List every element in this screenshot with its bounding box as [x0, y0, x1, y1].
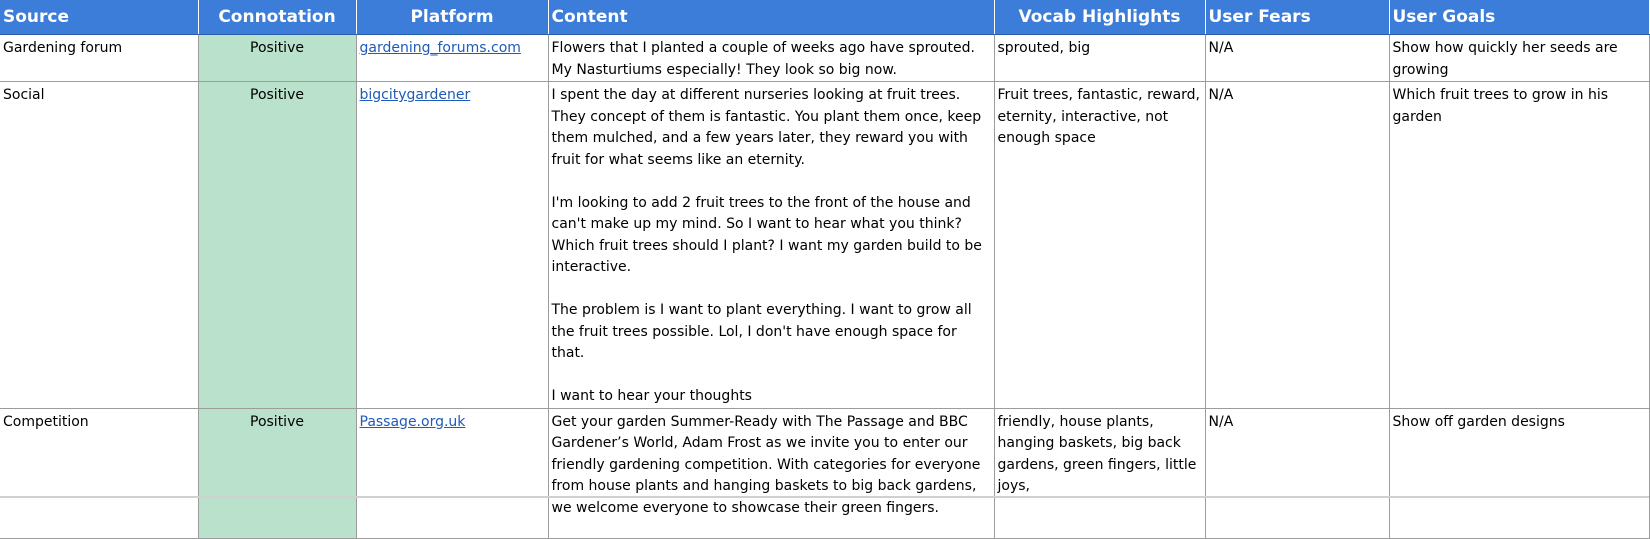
header-vocab-highlights[interactable]: Vocab Highlights	[994, 0, 1205, 35]
header-source[interactable]: Source	[0, 0, 198, 35]
cell-fears[interactable]: N/A	[1205, 408, 1389, 538]
cell-goals[interactable]: Which fruit trees to grow in his garden	[1389, 82, 1649, 409]
header-user-fears[interactable]: User Fears	[1205, 0, 1389, 35]
platform-link[interactable]: Passage.org.uk	[359, 413, 466, 430]
cell-content[interactable]	[548, 35, 994, 82]
content-paragraph: I want to hear your thoughts	[551, 388, 752, 404]
table-row	[0, 82, 1649, 409]
content-paragraph: I'm looking to add 2 fruit trees to the front of the house and can't make up my mind. So I want to hear what you think? Which fruit trees should I plant? I want my garden build to be interactive.	[551, 194, 982, 275]
cell-source[interactable]: Competition	[0, 408, 198, 538]
cell-content[interactable]	[548, 408, 994, 538]
header-platform[interactable]: Platform	[356, 0, 548, 35]
header-row	[0, 0, 1649, 35]
table-row	[0, 35, 1649, 82]
content-paragraph: Flowers that I planted a couple of weeks ago have sprouted. My Nasturtiums especially! They look so big now.	[551, 40, 975, 78]
cell-connotation[interactable]: Positive	[198, 408, 356, 538]
cell-vocab[interactable]: friendly, house plants, hanging baskets, big back gardens, green fingers, little joys,	[994, 408, 1205, 538]
cell-source[interactable]: Social	[0, 82, 198, 409]
cell-source[interactable]: Gardening forum	[0, 35, 198, 82]
content-paragraph: I spent the day at different nurseries looking at fruit trees. They concept of them is fantastic. You plant them once, keep them mulched, and a few years later, they reward you with fruit for what seems like an eternity.	[551, 87, 982, 168]
header-connotation[interactable]: Connotation	[198, 0, 356, 35]
content-paragraph: Get your garden Summer-Ready with The Passage and BBC Gardener’s World, Adam Frost as we invite you to enter our friendly gardening competition. With categories for everyone from house plants and hanging baskets to big back gardens, we welcome everyone to showcase their green fingers.	[551, 413, 981, 516]
content-paragraph: The problem is I want to plant everything. I want to grow all the fruit trees possible. Lol, I don't have enough space for that.	[551, 302, 972, 361]
platform-link[interactable]: bigcitygardener	[359, 87, 471, 103]
table-row	[0, 408, 1649, 538]
cell-content[interactable]	[548, 82, 994, 409]
bottom-border	[0, 496, 1649, 498]
cell-vocab[interactable]: sprouted, big	[994, 35, 1205, 82]
header-user-goals[interactable]: User Goals	[1389, 0, 1649, 35]
cell-connotation[interactable]: Positive	[198, 82, 356, 409]
cell-platform[interactable]	[356, 82, 548, 409]
cell-platform[interactable]	[356, 35, 548, 82]
platform-link[interactable]: gardening_forums.com	[359, 40, 521, 56]
cell-platform[interactable]	[356, 408, 548, 538]
cell-goals[interactable]: Show off garden designs	[1389, 408, 1649, 538]
header-content[interactable]: Content	[548, 0, 994, 35]
cell-connotation[interactable]: Positive	[198, 35, 356, 82]
cell-fears[interactable]: N/A	[1205, 82, 1389, 409]
cell-vocab[interactable]: Fruit trees, fantastic, reward, eternity, interactive, not enough space	[994, 82, 1205, 409]
cell-fears[interactable]: N/A	[1205, 35, 1389, 82]
cell-goals[interactable]: Show how quickly her seeds are growing	[1389, 35, 1649, 82]
